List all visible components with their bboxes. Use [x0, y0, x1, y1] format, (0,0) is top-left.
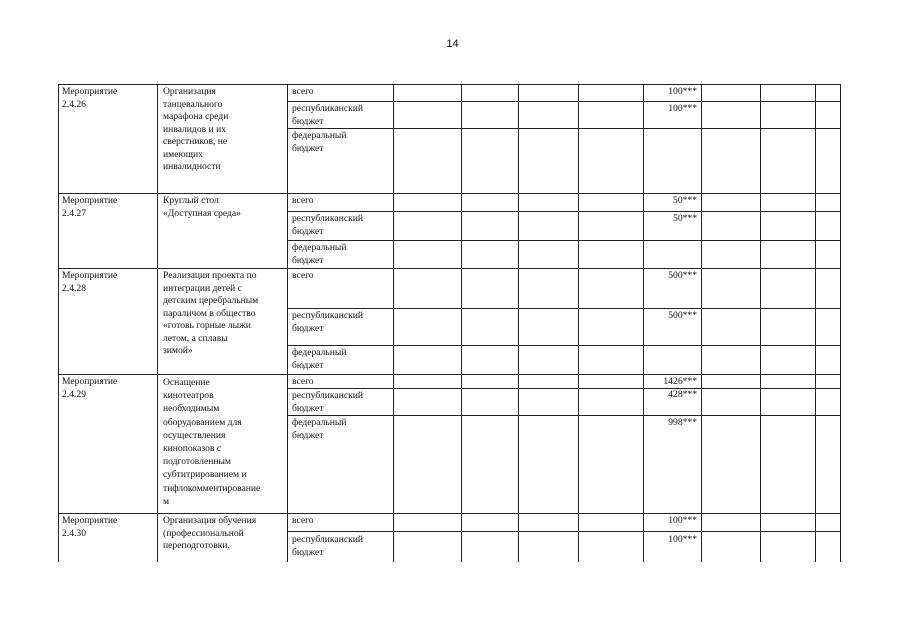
source-label: всего [292, 195, 314, 206]
source-label: всего [292, 270, 314, 281]
source-value: 500*** [668, 310, 697, 321]
source-label: республиканский бюджет [292, 103, 364, 127]
source-label: республиканский бюджет [292, 213, 364, 237]
page-number: 14 [446, 38, 459, 50]
source-label: федеральный бюджет [292, 242, 347, 266]
source-label: республиканский бюджет [292, 534, 364, 558]
source-value: 500*** [668, 270, 697, 281]
source-label: всего [292, 376, 314, 387]
source-label: всего [292, 86, 314, 97]
source-label: республиканский бюджет [292, 310, 364, 334]
source-value: 998*** [668, 417, 697, 428]
event-code: Мероприятие 2.4.29 [62, 376, 118, 400]
source-label: федеральный бюджет [292, 130, 347, 154]
source-label: федеральный бюджет [292, 417, 347, 441]
source-value: 100*** [668, 515, 697, 526]
source-value: 428*** [668, 389, 697, 400]
source-value: 50*** [673, 195, 697, 206]
event-code: Мероприятие 2.4.26 [62, 86, 118, 110]
source-value: 1426*** [663, 376, 697, 387]
event-name: Круглый стол «Доступная среда» [163, 195, 241, 219]
source-label: республиканский бюджет [292, 390, 364, 414]
event-name: Организация обучения (профессиональной переподготовки, [163, 515, 257, 551]
source-value: 100*** [668, 86, 697, 97]
source-value: 50*** [673, 213, 697, 224]
event-name: Оснащение кинотеатров необходимым оборудованием для осуществления кинопоказов с подготовленным субтитрированием и тифлокомментирование м [163, 377, 261, 507]
event-code: Мероприятие 2.4.30 [62, 515, 118, 539]
event-name: Организация танцевального марафона среди инвалидов и их сверстников, не имеющих инвалидности [163, 86, 229, 172]
source-value: 100*** [668, 103, 697, 114]
source-label: федеральный бюджет [292, 347, 347, 371]
source-label: всего [292, 515, 314, 526]
event-name: Реализация проекта по интеграции детей с детским церебральным параличом в общество «готовь горные лыжи летом, а сплавы зимой» [163, 270, 259, 356]
event-code: Мероприятие 2.4.28 [62, 270, 118, 294]
event-code: Мероприятие 2.4.27 [62, 195, 118, 219]
source-value: 100*** [668, 534, 697, 545]
